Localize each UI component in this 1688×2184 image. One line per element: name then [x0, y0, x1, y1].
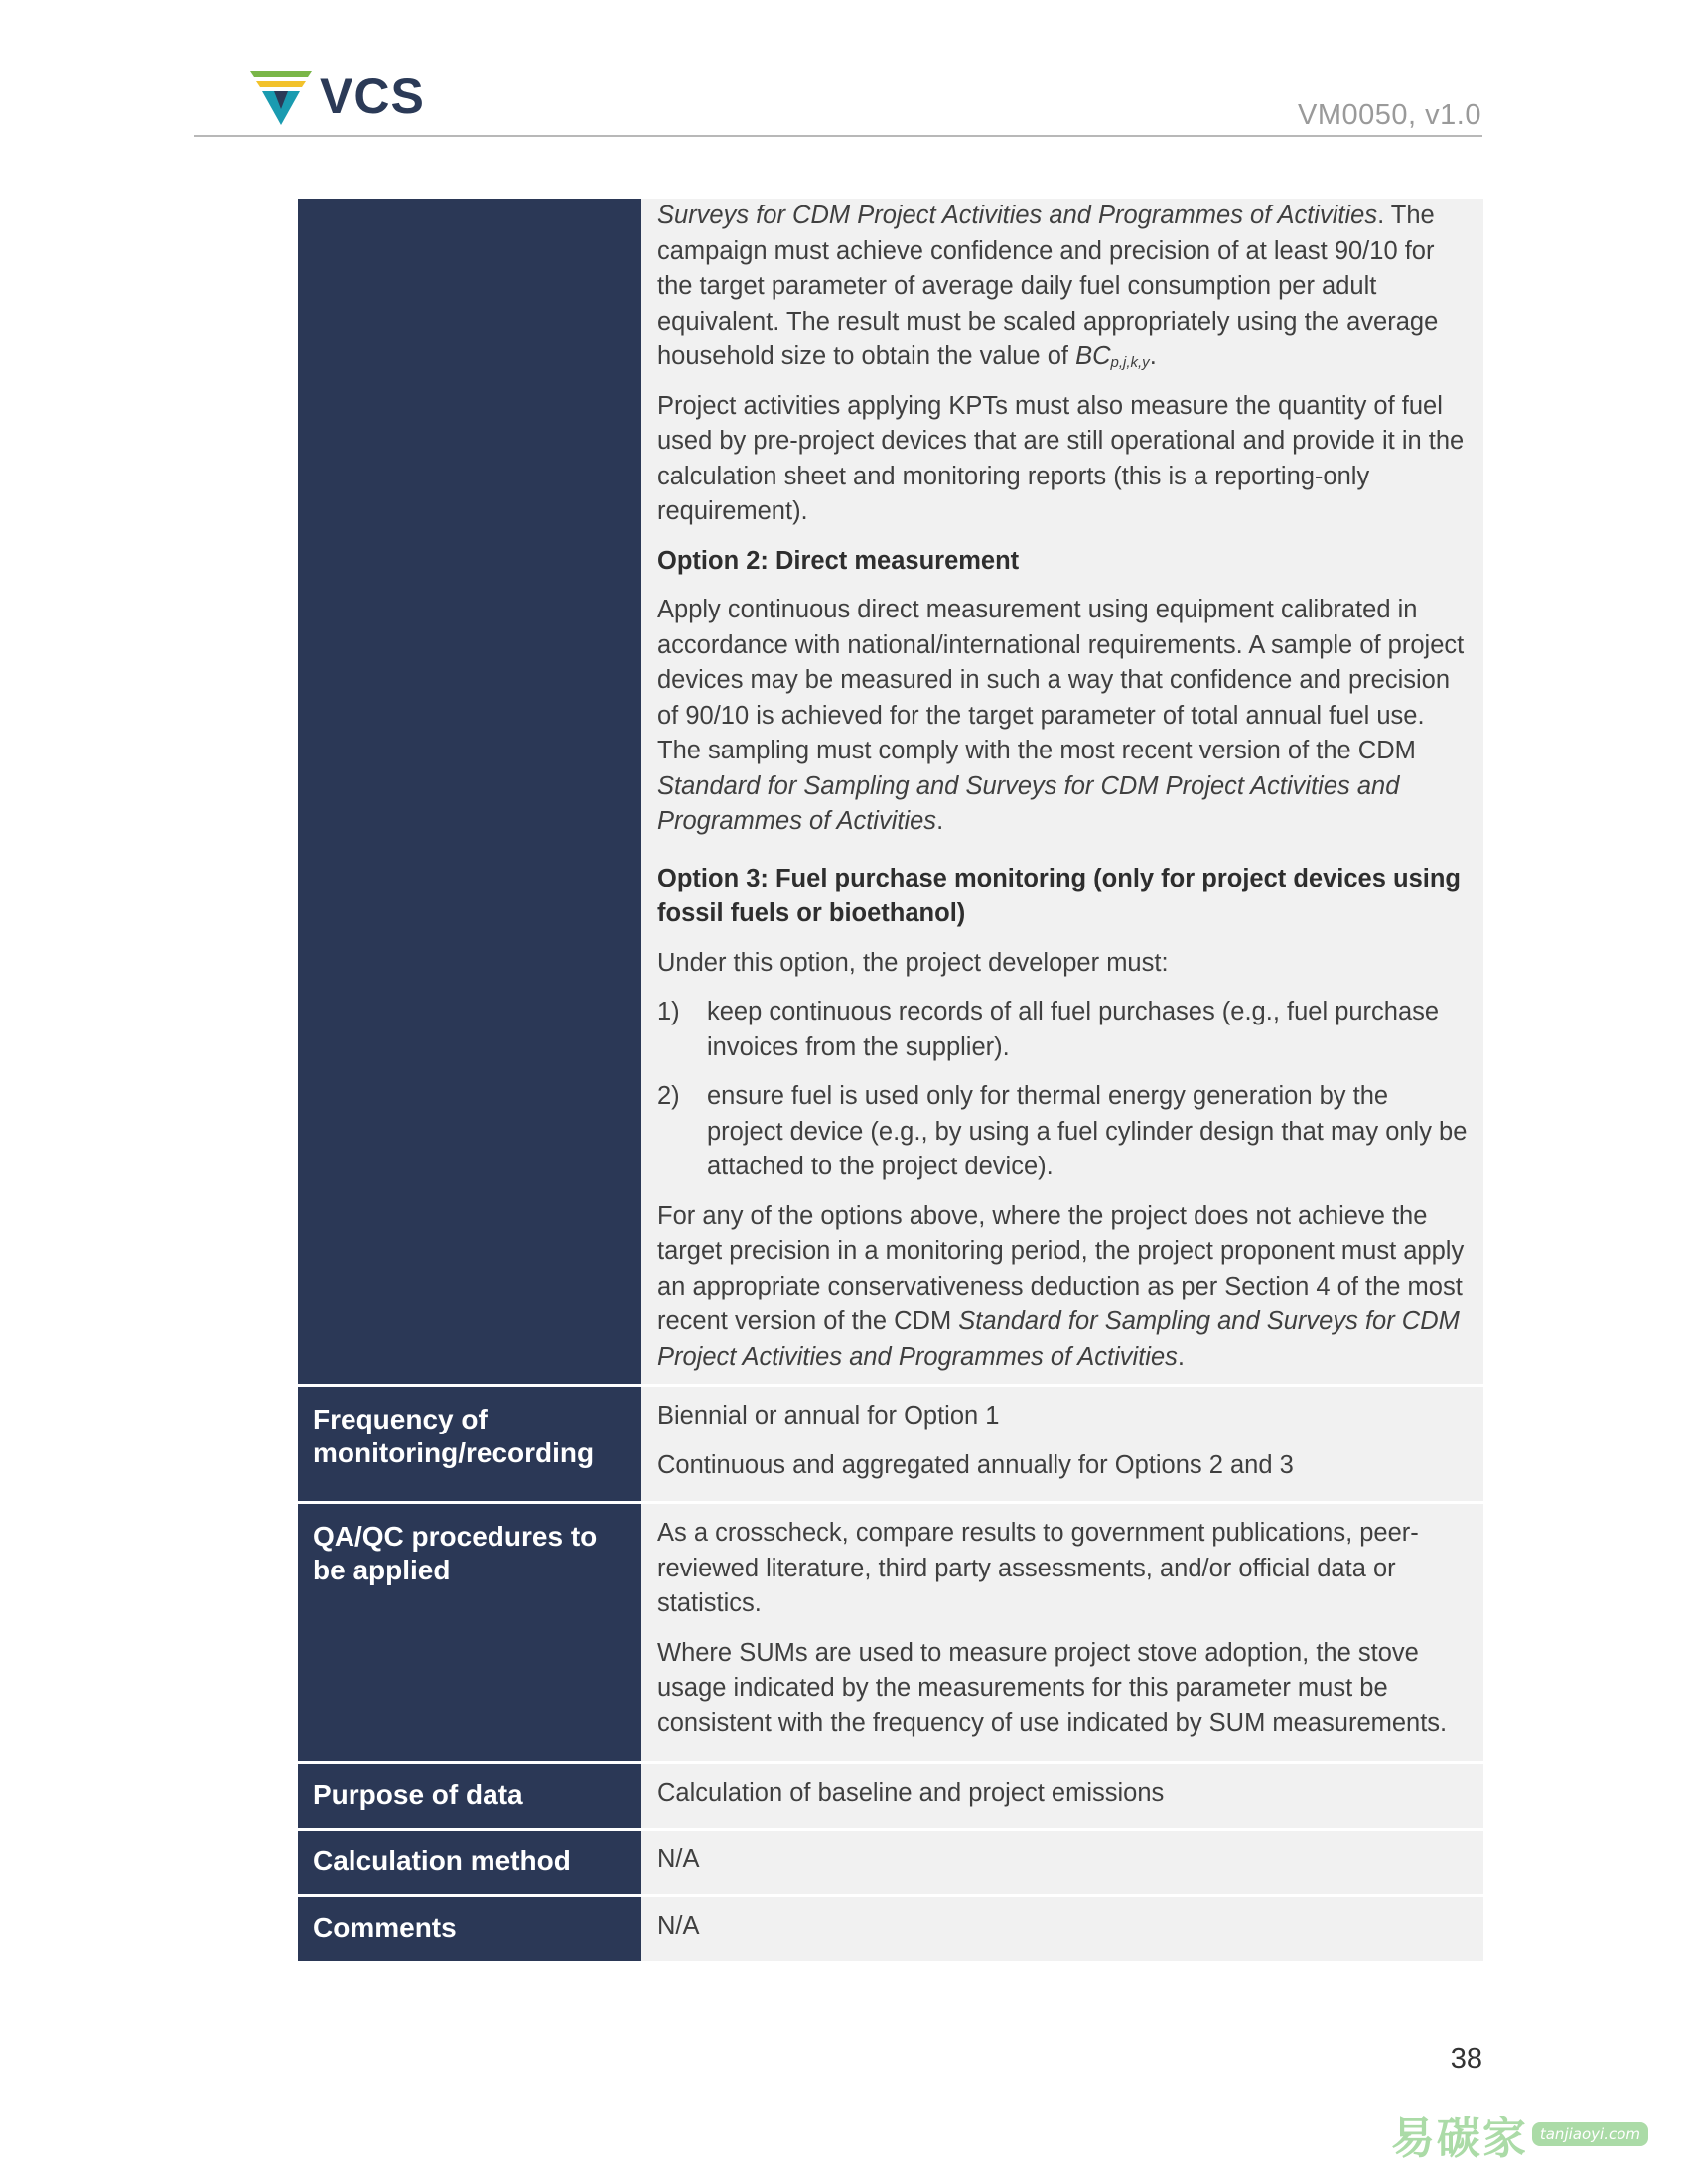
kpt-paragraph: Project activities applying KPTs must also measure the quantity of fuel used by pre-project devices that are still operational and provide it in the calculation sheet and monitoring reports (this is a reporting-only requirement). — [657, 391, 1465, 525]
table-row-purpose — [298, 1764, 1483, 1831]
closing-paragraph: For any of the options above, where the project does not achieve the target precision in a monitoring period, the project proponent must apply an appropriate conservativeness deduction as per Section 4 of the most recent version of the CDM Standard for Sampling and Surveys for CDM Project Activities and Programmes of Activities. — [657, 1201, 1465, 1371]
frequency-line: Continuous and aggregated annually for Options 2 and 3 — [657, 1450, 1294, 1479]
option2-heading: Option 2: Direct measurement — [657, 546, 1020, 575]
watermark-badge: tanjiaoyi.com — [1532, 2122, 1648, 2146]
option3-intro: Under this option, the project developer must: — [657, 948, 1169, 977]
row-label-calculation: Calculation method — [298, 1831, 641, 1894]
row-content-calculation: N/A — [641, 1831, 1483, 1894]
table-row-calculation — [298, 1831, 1483, 1897]
option2-paragraph: Apply continuous direct measurement using equipment calibrated in accordance with national/international requirements. A sample of project devices may be measured in such a way that confidence and precision of 90/10 is achieved for the target parameter of total annual fuel use. The sampling must comply with the most recent version of the CDM Standard for Sampling and Surveys for CDM Project Activities and Programmes of Activities. — [657, 596, 1465, 835]
page-number: 38 — [1450, 2043, 1482, 2075]
list-number: 1) — [657, 998, 680, 1025]
row-content-frequency — [641, 1387, 1483, 1501]
qaqc-paragraph: Where SUMs are used to measure project stove adoption, the stove usage indicated by the measurements for this parameter must be consistent with the frequency of use indicated by SUM measurements. — [657, 1638, 1448, 1737]
header-divider — [194, 135, 1482, 137]
list-text: ensure fuel is used only for thermal energy generation by the project device (e.g., by using a fuel cylinder design that may only be attached to the project device). — [707, 1082, 1468, 1180]
row-label-purpose: Purpose of data — [298, 1764, 641, 1828]
row-content-comments: N/A — [641, 1897, 1483, 1961]
table-row-comments — [298, 1897, 1483, 1961]
row-label-comments: Comments — [298, 1897, 641, 1961]
table-row-frequency — [298, 1387, 1483, 1504]
watermark-logo — [1391, 2103, 1648, 2166]
row-label-empty — [298, 199, 641, 1384]
logo-text: VCS — [320, 68, 425, 124]
row-content-monitoring-options — [641, 199, 1483, 1384]
document-id: VM0050, v1.0 — [1298, 99, 1481, 131]
frequency-line: Biennial or annual for Option 1 — [657, 1402, 1000, 1430]
qaqc-paragraph: As a crosscheck, compare results to government publications, peer-reviewed literature, third party assessments, and/or official data or statistics. — [657, 1519, 1419, 1617]
option3-heading: Option 3: Fuel purchase monitoring (only for project devices using fossil fuels or bioethanol) — [657, 864, 1462, 927]
list-item — [657, 1079, 1470, 1185]
vcs-logo-mark-icon — [248, 66, 314, 127]
table-row-qaqc — [298, 1504, 1483, 1764]
survey-paragraph: Surveys for CDM Project Activities and Programmes of Activities. The campaign must achieve confidence and precision of at least 90/10 for the target parameter of average daily fuel consumption per adult equivalent. The result must be scaled appropriately using the average household size to obtain the value of $BC_{p,j,k,y}$. — [657, 202, 1439, 371]
list-text: keep continuous records of all fuel purchases (e.g., fuel purchase invoices from the supplier). — [707, 998, 1440, 1061]
row-label-qaqc: QA/QC procedures to be applied — [298, 1504, 641, 1761]
vcs-logo — [248, 66, 447, 127]
table-row-continued — [298, 199, 1483, 1387]
parameter-table — [298, 199, 1483, 1961]
row-content-qaqc — [641, 1504, 1483, 1761]
list-number: 2) — [657, 1082, 680, 1110]
row-content-purpose: Calculation of baseline and project emissions — [641, 1764, 1483, 1828]
row-label-frequency: Frequency of monitoring/recording — [298, 1387, 641, 1501]
list-item — [657, 995, 1470, 1065]
watermark-text: 易碳家 — [1390, 2114, 1528, 2164]
